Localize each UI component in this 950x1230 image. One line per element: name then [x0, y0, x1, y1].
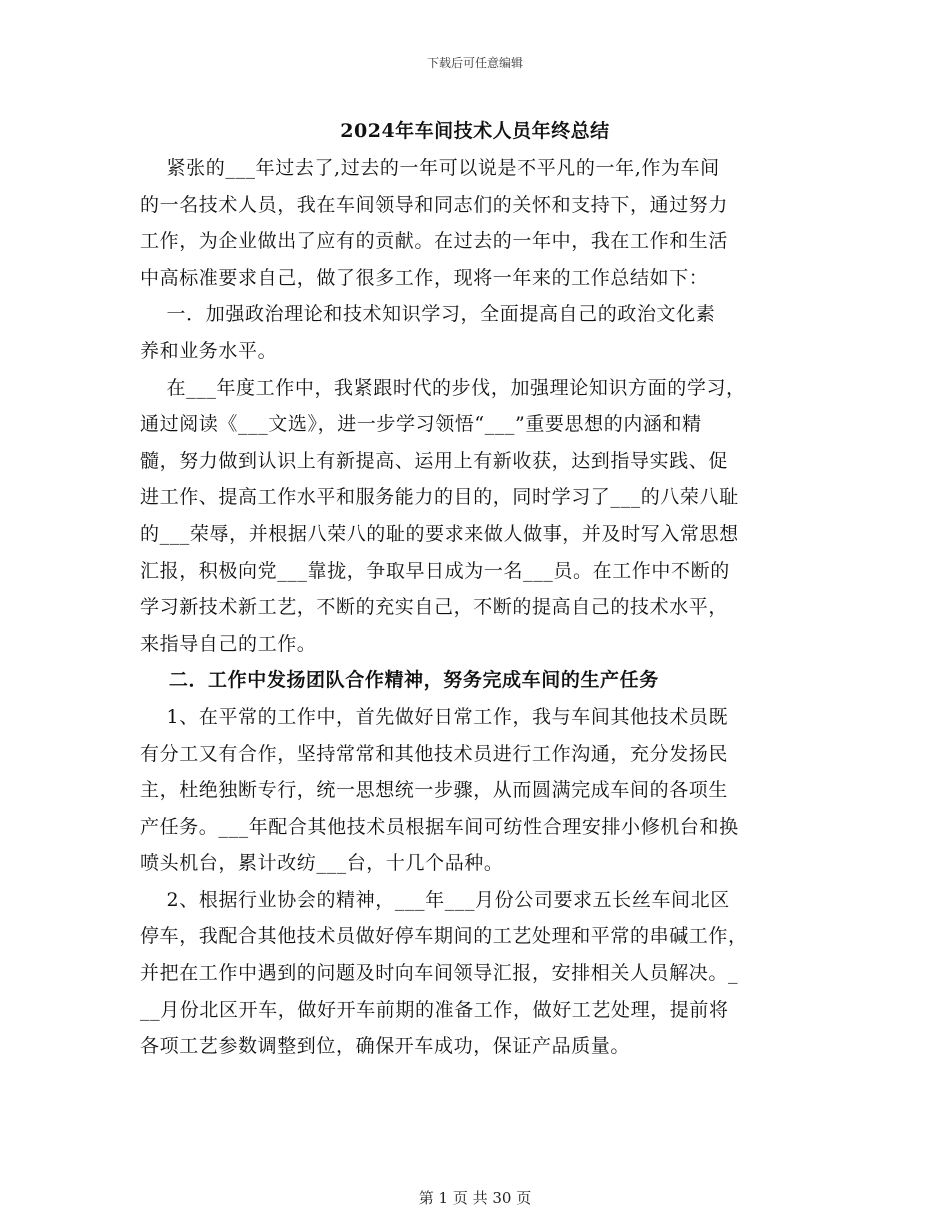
- text-line: 工作，为企业做出了应有的贡献。在过去的一年中，我在工作和生活: [140, 230, 729, 253]
- text-line: 中高标准要求自己，做了很多工作，现将一年来的工作总结如下：: [140, 266, 709, 289]
- section-heading-line: 二．工作中发扬团队合作精神，努务完成车间的生产任务: [140, 669, 659, 692]
- text-line: 有分工又有合作，坚持常常和其他技术员进行工作沟通，充分发扬民: [140, 742, 729, 765]
- text-line: 通过阅读《___文选》，进一步学习领悟“___”重要思想的内涵和精: [140, 413, 702, 436]
- text-line: 主，杜绝独断专行，统一思想统一步骤，从而圆满完成车间的各项生: [140, 779, 729, 802]
- text-line: 产任务。___年配合其他技术员根据车间可纺性合理安排小修机台和换: [140, 815, 739, 838]
- text-line: 养和业务水平。: [140, 339, 278, 362]
- text-line: 来指导自己的工作。: [140, 632, 317, 655]
- text-line: 的___荣辱，并根据八荣八的耻的要求来做人做事，并及时写入常思想: [140, 522, 739, 545]
- document-body: [140, 150, 820, 1065]
- text-line: 2、根据行业协会的精神，___年___月份公司要求五长丝车间北区: [140, 888, 730, 911]
- page-header-note: 下载后可任意编辑: [426, 56, 523, 70]
- text-line: 髓，努力做到认识上有新提高、运用上有新收获，达到指导实践、促: [140, 449, 729, 472]
- text-line: 喷头机台，累计改纺___台，十几个品种。: [140, 852, 504, 875]
- text-line: 的一名技术人员，我在车间领导和同志们的关怀和支持下，通过努力: [140, 193, 729, 216]
- text-line: 汇报，积极向党___靠拢，争取早日成为一名___员。在工作中不断的: [140, 559, 730, 582]
- text-line: 1、在平常的工作中，首先做好日常工作，我与车间其他技术员既: [140, 705, 729, 728]
- text-line: 紧张的___年过去了,过去的一年可以说是不平凡的一年,作为车间: [140, 157, 720, 179]
- text-line: 在___年度工作中，我紧跟时代的步伐，加强理论知识方面的学习，: [140, 376, 746, 399]
- text-line: 停车，我配合其他技术员做好停车期间的工艺处理和平常的串碱工作，: [140, 925, 748, 948]
- text-line: __月份北区开车，做好开车前期的准备工作，做好工艺处理，提前将: [140, 998, 729, 1021]
- text-line: 学习新技术新工艺，不断的充实自己，不断的提高自己的技术水平，: [140, 596, 729, 619]
- text-line: 并把在工作中遇到的问题及时向车间领导汇报，安排相关人员解决。_: [140, 962, 739, 985]
- text-line: 各项工艺参数调整到位，确保开车成功，保证产品质量。: [140, 1035, 631, 1058]
- text-line: 进工作、提高工作水平和服务能力的目的，同时学习了___的八荣八耻: [140, 486, 739, 509]
- page-footer: 第 1 页 共 30 页: [418, 1189, 532, 1207]
- document-title: 2024年车间技术人员年终总结: [340, 120, 610, 142]
- text-line: 一．加强政治理论和技术知识学习，全面提高自己的政治文化素: [140, 303, 716, 326]
